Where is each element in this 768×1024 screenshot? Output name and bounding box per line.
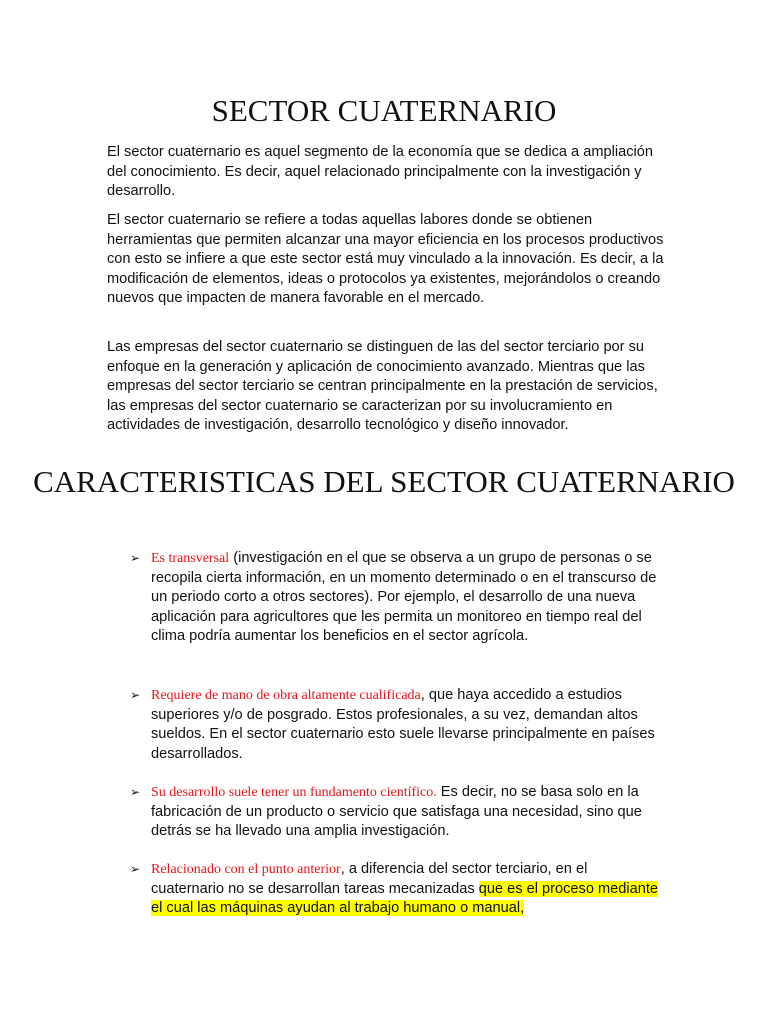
arrow-bullet-icon: ➢: [130, 688, 141, 702]
highlighted-text: que es el proceso mediante el cual las máquinas ayudan al trabajo humano o manual,: [151, 880, 659, 917]
list-item-text: [151, 860, 661, 919]
paragraph-description: El sector cuaternario se refiere a todas aquellas labores donde se obtienen herramientas que permiten alcanzar una mayor eficiencia en los procesos productivos con esto se infiere a que este sector está muy vinculado a la innovación. Es decir, a la modificación de elementos, ideas o protocolos ya existentes, mejorándolos o creando nuevos que impacten de manera favorable en el mercado.: [107, 212, 664, 307]
list-item-body: , a diferencia del sector terciario, en el cuaternario no se desarrollan tareas mecanizadas: [151, 861, 588, 897]
list-item-lead: Es transversal: [151, 551, 230, 566]
list-item-body: , que haya accedido a estudios superiores y/o de posgrado. Estos profesionales, a su vez, demandan altos sueldos. En el sector cuaternario esto suele llevarse principalmente en países desarrollados.: [151, 687, 655, 762]
arrow-bullet-icon: ➢: [130, 551, 141, 565]
list-item-lead: Relacionado con el punto anterior: [151, 862, 341, 877]
paragraph-comparison: Las empresas del sector cuaternario se distinguen de las del sector terciario por su enfoque en la generación y aplicación de conocimiento avanzado. Mientras que las empresas del sector terciario se centran principalmente en la prestación de servicios, las empresas del sector cuaternario se caracterizan por su involucramiento en actividades de investigación, desarrollo tecnológico y diseño innovador.: [107, 339, 658, 434]
list-item-lead: Requiere de mano de obra altamente cualificada: [151, 688, 421, 703]
list-item-text: [151, 686, 661, 764]
list-item-lead: Su desarrollo suele tener un fundamento científico.: [151, 785, 437, 800]
arrow-bullet-icon: ➢: [130, 785, 141, 799]
arrow-bullet-icon: ➢: [130, 862, 141, 876]
list-item-text: [151, 783, 661, 842]
section-title: CARACTERISTICAS DEL SECTOR CUATERNARIO: [33, 464, 735, 499]
list-item-text: [151, 549, 661, 647]
list-item-body: (investigación en el que se observa a un grupo de personas o se recopila cierta información, en un momento determinado o en el transcurso de un periodo corto a otros sectores). Por ejemplo, el desarrollo de una nueva aplicación para agricultores que les permita un monitoreo en tiempo real del clima podría aumentar los beneficios en el sector agrícola.: [151, 550, 657, 645]
paragraph-definition: El sector cuaternario es aquel segmento de la economía que se dedica a ampliación del conocimiento. Es decir, aquel relacionado principalmente con la investigación y desarrollo.: [107, 144, 653, 200]
document-title: SECTOR CUATERNARIO: [211, 93, 557, 128]
list-item-body: Es decir, no se basa solo en la fabricación de un producto o servicio que satisfaga una necesidad, sino que detrás se ha llevado una amplia investigación.: [151, 784, 642, 840]
